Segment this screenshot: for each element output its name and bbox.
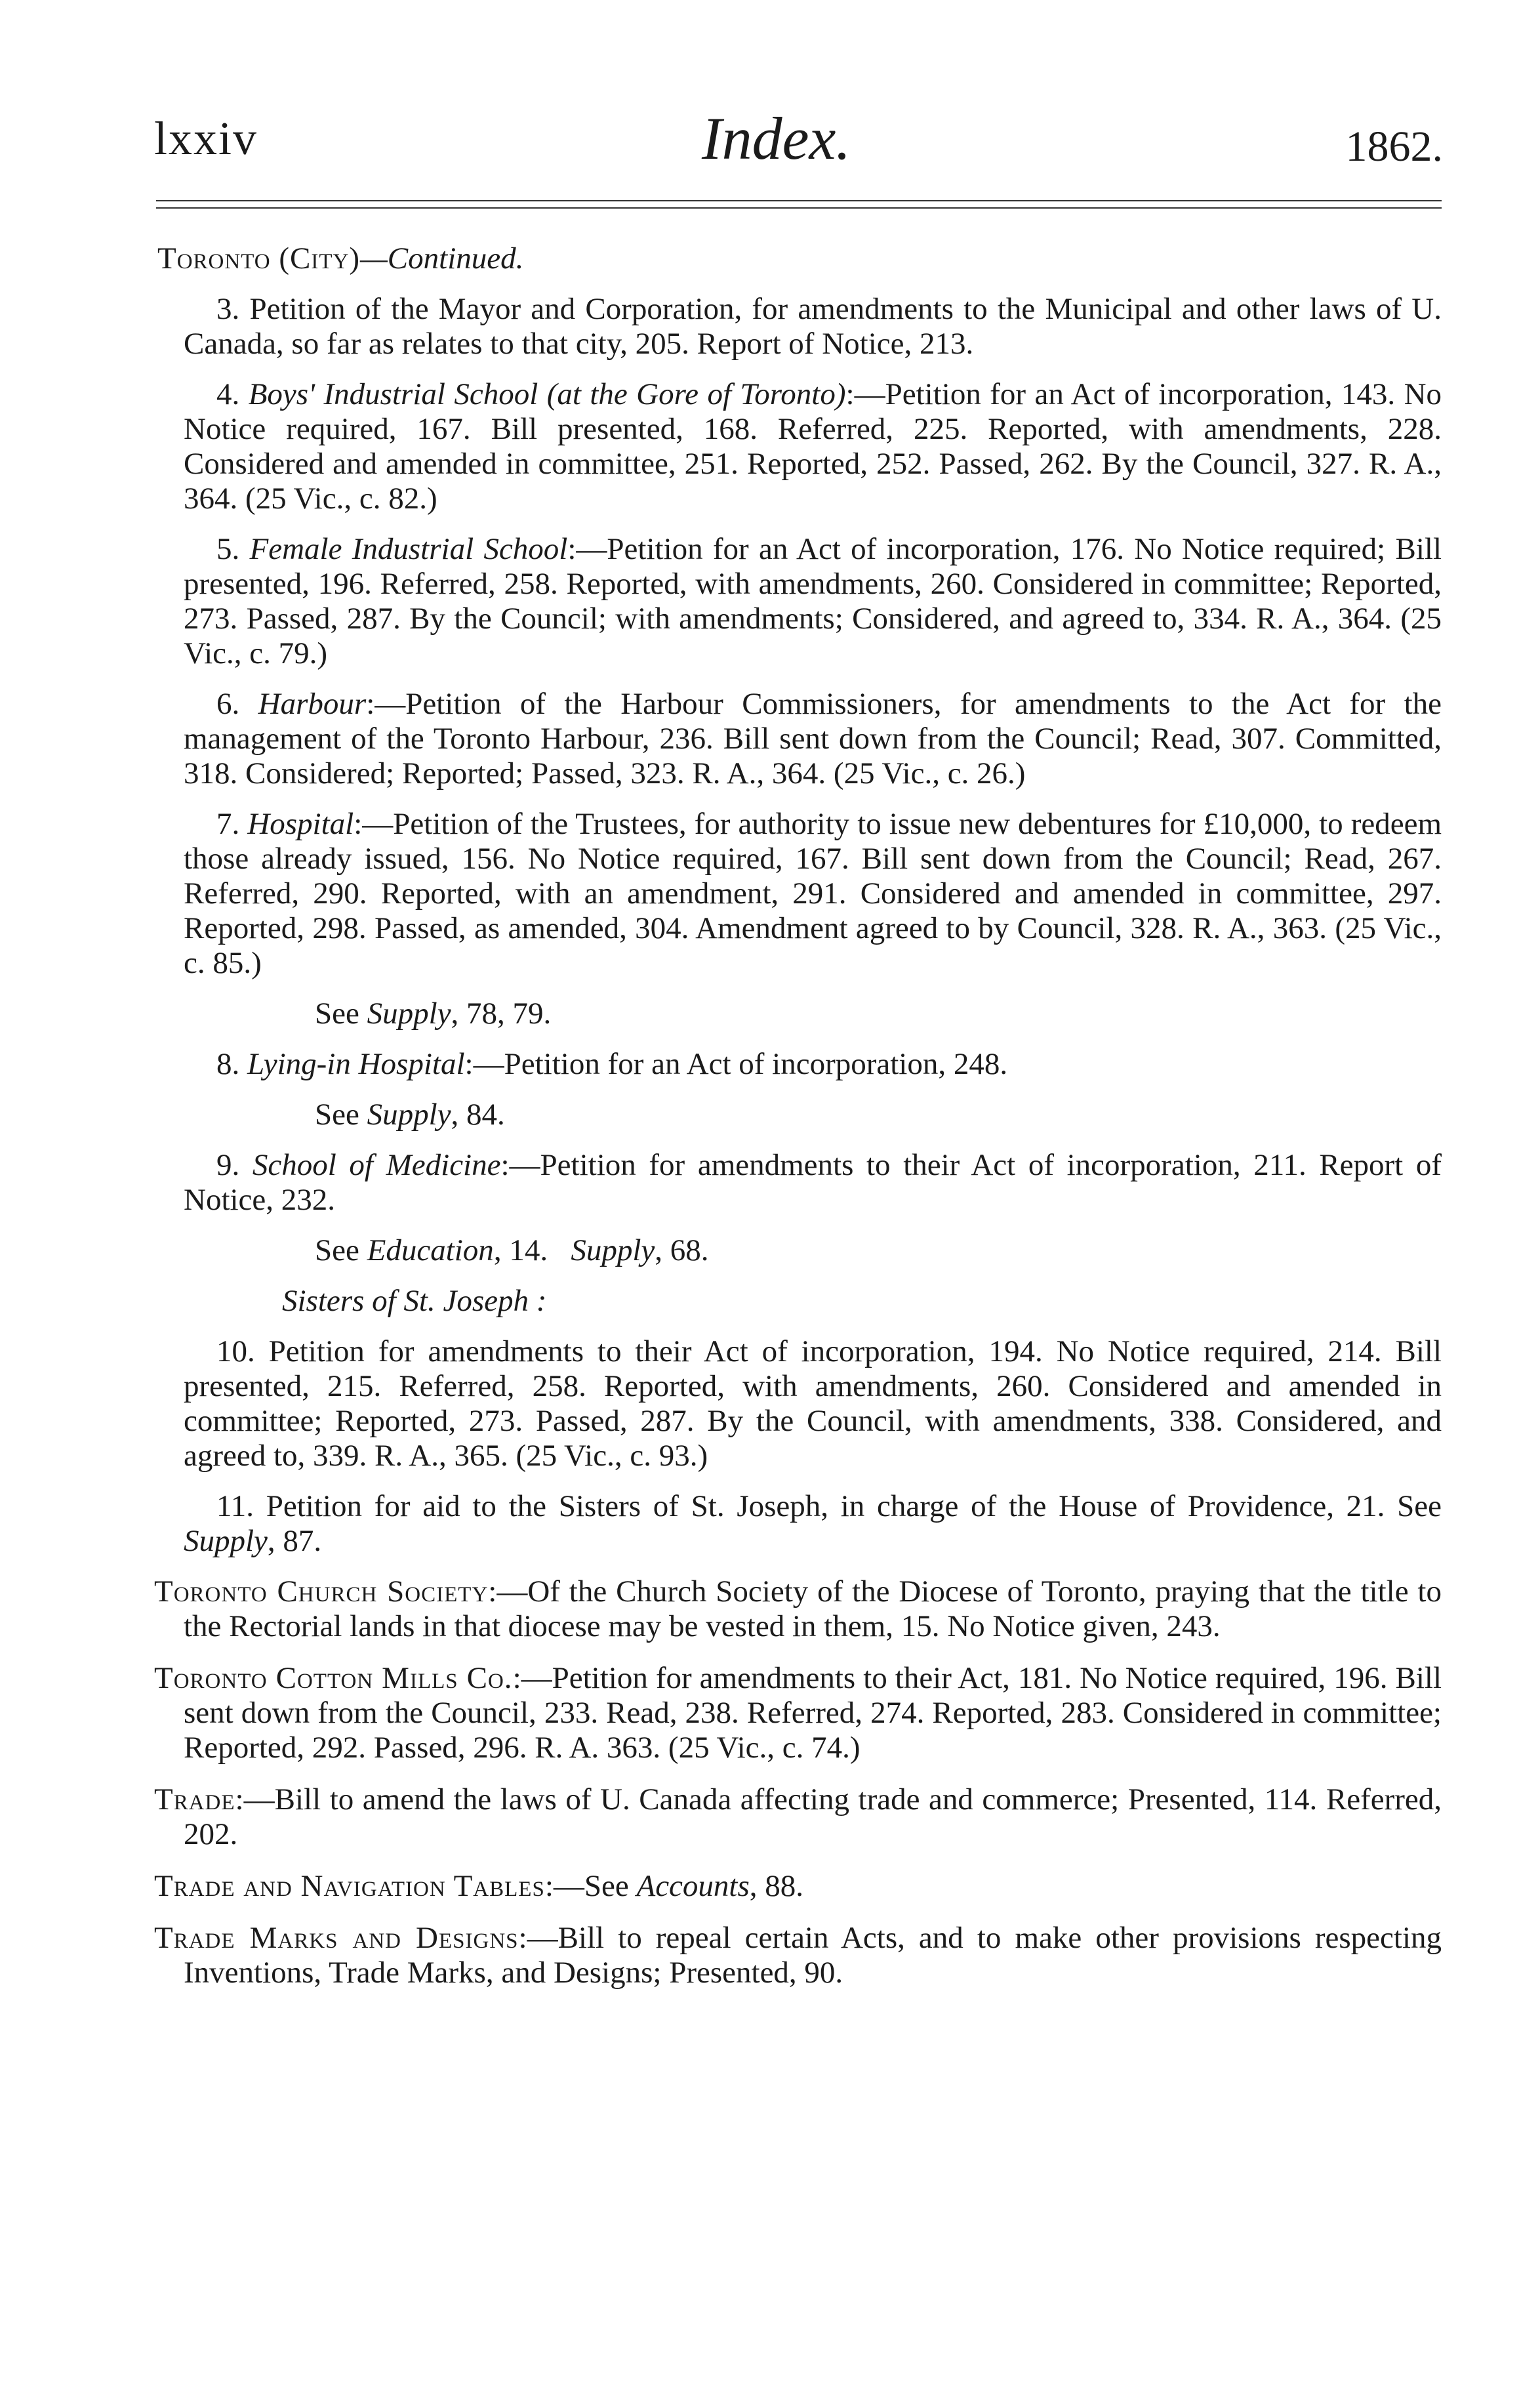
see-prefix: See: [315, 1233, 359, 1267]
index-entry-toronto-city: [157, 241, 1442, 276]
entry-heading: Trade Marks and Designs: [154, 1921, 519, 1955]
see-reference: [184, 996, 1442, 1031]
entry-text: :—Petition for amendments to their Act of incorporation, 211. Report of Notice, 232.: [184, 1148, 1442, 1217]
entry-text: :—Petition for an Act of incorporation, 176. No Notice required; Bill presented, 196. Referred, 258. Reported, with amendments, 260. Considered in committee; Reported, 273. Passed, 287. By the Council; with amendments; Considered, and agreed to, 334. R. A., 364. (25 Vic., c. 79.): [184, 532, 1442, 670]
page-year: 1862.: [1345, 123, 1443, 171]
entry-title: Boys' Industrial School (at the Gore of Toronto): [248, 377, 846, 411]
index-entry-toronto-church-society: [154, 1574, 1442, 1644]
index-content: [154, 241, 1442, 2007]
see-pages: , 78, 79.: [451, 996, 552, 1031]
entry-heading: Trade: [154, 1782, 235, 1817]
page-title: Index.: [702, 105, 851, 172]
see-pages: , 14.: [493, 1233, 548, 1267]
index-subentry-11: [184, 1489, 1442, 1559]
index-subentry-7: [184, 807, 1442, 981]
entry-text: :—See: [544, 1869, 629, 1903]
entry-text: :—Petition of the Harbour Commissioners, for amendments to the Act for the management of the Toronto Harbour, 236. Bill sent down from the Council; Read, 307. Committed, 318. Considered; Reported; Passed, 323. R. A., 364. (25 Vic., c. 26.): [184, 687, 1442, 791]
entry-text: Petition for amendments to their Act of incorporation, 194. No Notice required, 214. Bill presented, 215. Referred, 258. Reported, with amendments, 260. Considered and amended in committee; Reported, 273. Passed, 287. By the Council, with amendments, 338. Considered, and agreed to, 339. R. A., 365. (25 Vic., c. 93.): [184, 1334, 1442, 1473]
see-pages: , 87.: [267, 1524, 322, 1558]
see-reference: [184, 1233, 1442, 1268]
see-title: Supply: [184, 1524, 268, 1558]
index-entry-trade-navigation-tables: [154, 1869, 1442, 1904]
index-subentry-3: [184, 292, 1442, 361]
entry-heading: Toronto Church Society: [154, 1574, 489, 1609]
entry-number: 8.: [216, 1047, 240, 1081]
entry-text: :—Of the Church Society of the Diocese of Toronto, praying that the title to the Rectorial lands in that diocese may be vested in them, 15. No Notice given, 243.: [184, 1574, 1442, 1643]
entry-number: 10.: [216, 1334, 255, 1368]
entry-number: 3.: [216, 292, 240, 326]
header-rule-lower: [156, 207, 1442, 209]
entry-text: —Continued.: [360, 241, 524, 276]
see-title: Accounts: [636, 1869, 750, 1903]
index-subentry-5: [184, 532, 1442, 671]
page-number: lxxiv: [154, 112, 258, 165]
index-subentry-6: [184, 687, 1442, 791]
index-entry-trade: [154, 1782, 1442, 1852]
entry-title: Hospital: [247, 807, 354, 841]
entry-heading: Toronto (City): [157, 241, 360, 276]
see-title: Supply: [367, 1098, 451, 1132]
entry-text: :—Petition of the Trustees, for authority to issue new debentures for £10,000, to redeem those already issued, 156. No Notice required, 167. Bill sent down from the Council; Read, 267. Referred, 290. Reported, with an amendment, 291. Considered and amended in committee, 297. Reported, 298. Passed, as amended, 304. Amendment agreed to by Council, 328. R. A., 363. (25 Vic., c. 85.): [184, 807, 1442, 980]
index-entry-toronto-cotton-mills: [154, 1661, 1442, 1765]
see-pages: , 88.: [749, 1869, 804, 1903]
see-pages: , 84.: [451, 1098, 505, 1132]
see-prefix: See: [315, 1098, 359, 1132]
entry-title: School of Medicine: [252, 1148, 501, 1182]
entry-number: 11.: [216, 1489, 254, 1523]
entry-heading: Toronto Cotton Mills Co.: [154, 1661, 513, 1695]
entry-text: :—Bill to amend the laws of U. Canada affecting trade and commerce; Presented, 114. Referred, 202.: [184, 1782, 1442, 1851]
see-title: Education: [367, 1233, 494, 1267]
entry-title: Lying-in Hospital: [247, 1047, 465, 1081]
index-entry-trade-marks-designs: [154, 1921, 1442, 1990]
entry-number: 9.: [216, 1148, 240, 1182]
entry-heading: Trade and Navigation Tables: [154, 1869, 545, 1903]
index-subentry-9: [184, 1148, 1442, 1218]
see-title: Supply: [571, 1233, 655, 1267]
entry-text: :—Petition for an Act of incorporation, 248.: [464, 1047, 1008, 1081]
entry-title: Female Industrial School: [249, 532, 568, 566]
index-subentry-10: [184, 1334, 1442, 1473]
entry-text: :—Petition for an Act of incorporation, 143. No Notice required, 167. Bill presented, 168. Referred, 225. Reported, with amendments, 228. Considered and amended in committee, 251. Reported, 252. Passed, 262. By the Council, 327. R. A., 364. (25 Vic., c. 82.): [184, 377, 1442, 516]
see-pages: , 68.: [655, 1233, 709, 1267]
entry-number: 6.: [216, 687, 240, 721]
index-subheading: [184, 1284, 1442, 1319]
page-header: [154, 105, 1443, 197]
see-title: Supply: [367, 996, 451, 1031]
index-subentry-8: [184, 1047, 1442, 1082]
entry-text: :—Bill to repeal certain Acts, and to make other provisions respecting Inventions, Trade Marks, and Designs; Presented, 90.: [184, 1921, 1442, 1990]
entry-text: Petition of the Mayor and Corporation, for amendments to the Municipal and other laws of U. Canada, so far as relates to that city, 205. Report of Notice, 213.: [184, 292, 1442, 361]
entry-title: Harbour: [258, 687, 367, 721]
see-reference: [184, 1098, 1442, 1132]
entry-text: Petition for aid to the Sisters of St. Joseph, in charge of the House of Providence, 21. See: [266, 1489, 1442, 1523]
subheading-text: Sisters of St. Joseph :: [282, 1284, 547, 1318]
entry-text: :—Petition for amendments to their Act, 181. No Notice required, 196. Bill sent down from the Council, 233. Read, 238. Referred, 274. Reported, 283. Considered in committee; Reported, 292. Passed, 296. R. A. 363. (25 Vic., c. 74.): [184, 1661, 1442, 1765]
header-rule: [156, 200, 1442, 201]
entry-number: 4.: [216, 377, 240, 411]
entry-number: 5.: [216, 532, 240, 566]
index-subentry-4: [184, 377, 1442, 516]
entry-number: 7.: [216, 807, 240, 841]
see-prefix: See: [315, 996, 359, 1031]
